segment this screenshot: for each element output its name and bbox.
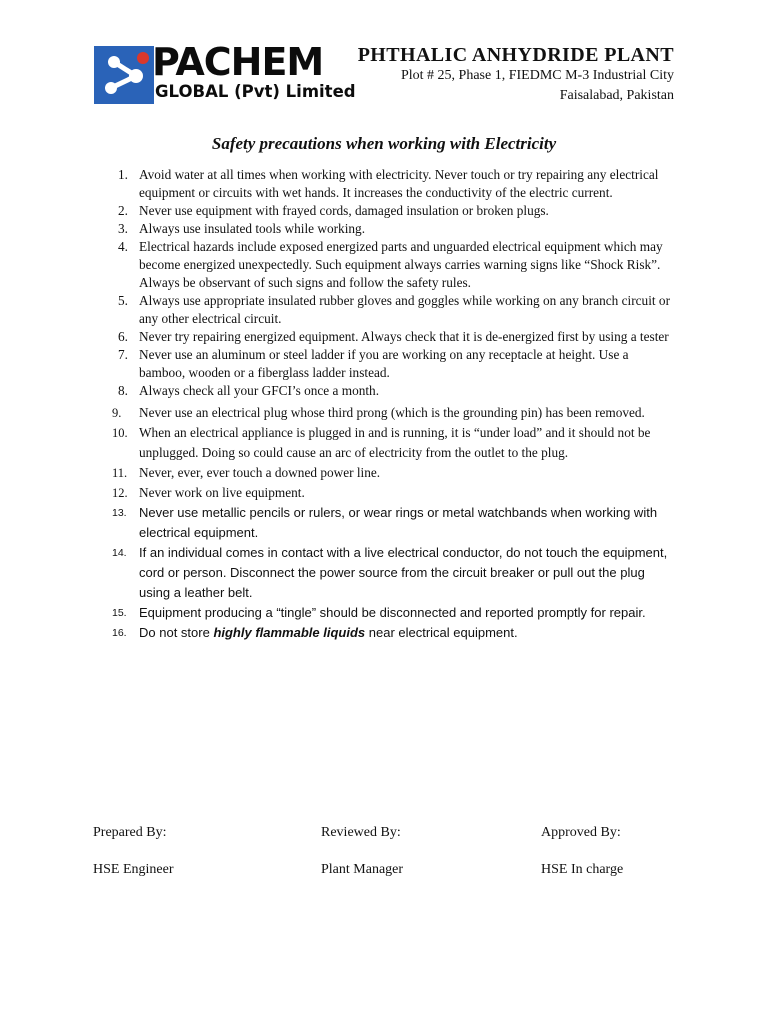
item-text-before: Do not store bbox=[139, 625, 214, 640]
item-text-emphasis: highly flammable liquids bbox=[213, 625, 366, 640]
item-number: 15. bbox=[112, 607, 127, 619]
list-item bbox=[112, 623, 677, 643]
reviewed-by-value: Plant Manager bbox=[321, 862, 404, 877]
list-item bbox=[112, 166, 677, 202]
list-item bbox=[112, 220, 677, 238]
item-text: Avoid water at all times when working with electricity. Never touch or try repairing any electrical equipment or circuits with wet hands. It increases the conductivity of the electric current. bbox=[139, 167, 659, 200]
item-text bbox=[139, 623, 677, 643]
list-item bbox=[112, 202, 677, 220]
item-text: Never use an electrical plug whose third prong (which is the grounding pin) has been removed. bbox=[139, 405, 645, 420]
list-item bbox=[112, 292, 677, 328]
item-number: 5. bbox=[118, 293, 128, 308]
approved-by-label: Approved By: bbox=[541, 825, 621, 840]
item-text: Never use equipment with frayed cords, damaged insulation or broken plugs. bbox=[139, 203, 549, 218]
item-number: 12. bbox=[112, 486, 128, 500]
list-item bbox=[112, 328, 677, 346]
item-number: 1. bbox=[118, 167, 128, 182]
item-number: 16. bbox=[112, 627, 127, 639]
logo-company-name: PACHEM bbox=[152, 40, 324, 84]
address-line-1: Plot # 25, Phase 1, FIEDMC M-3 Industrial City bbox=[400, 68, 674, 83]
list-item bbox=[112, 382, 677, 400]
prepared-by-label: Prepared By: bbox=[93, 825, 167, 840]
company-logo bbox=[94, 40, 356, 106]
list-item bbox=[112, 543, 677, 603]
item-text: Electrical hazards include exposed energized parts and unguarded electrical equipment which may become energized unexpectedly. Such equipment always carries warning signs like “Shock Risk”. Always be observant of such signs and follow the safety rules. bbox=[139, 239, 663, 290]
item-text: Never use metallic pencils or rulers, or wear rings or metal watchbands when working with electrical equipment. bbox=[139, 505, 658, 540]
plant-title: PHTHALIC ANHYDRIDE PLANT bbox=[357, 44, 674, 66]
item-text: Always use insulated tools while working. bbox=[139, 221, 366, 236]
item-text: Never, ever, ever touch a downed power line. bbox=[139, 465, 381, 480]
item-number: 3. bbox=[118, 221, 128, 236]
address-line-2: Faisalabad, Pakistan bbox=[559, 88, 674, 103]
item-number: 13. bbox=[112, 507, 127, 519]
item-text: Never try repairing energized equipment. Always check that it is de-energized first by using a tester bbox=[139, 329, 669, 344]
item-text: Always check all your GFCI’s once a month. bbox=[139, 383, 380, 398]
company-logo-icon bbox=[94, 46, 154, 104]
approved-by-value: HSE In charge bbox=[541, 862, 624, 877]
list-item bbox=[112, 463, 677, 483]
list-item bbox=[112, 483, 677, 503]
list-item bbox=[112, 603, 677, 623]
item-number: 10. bbox=[112, 426, 128, 440]
item-text: Never work on live equipment. bbox=[139, 485, 305, 500]
item-number: 8. bbox=[118, 383, 128, 398]
item-text: Always use appropriate insulated rubber gloves and goggles while working on any branch circuit or any other electrical circuit. bbox=[139, 293, 670, 326]
item-number: 14. bbox=[112, 547, 127, 559]
item-text: Never use an aluminum or steel ladder if you are working on any receptacle at height. Use a bamboo, wooden or a fiberglass ladder instead. bbox=[139, 347, 629, 380]
item-number: 6. bbox=[118, 329, 128, 344]
list-item bbox=[112, 423, 677, 463]
reviewed-by-label: Reviewed By: bbox=[321, 825, 401, 840]
prepared-by-value: HSE Engineer bbox=[93, 862, 174, 877]
list-item bbox=[112, 403, 677, 423]
item-number: 11. bbox=[112, 466, 128, 480]
item-text: If an individual comes in contact with a live electrical conductor, do not touch the equipment, cord or person. Disconnect the power source from the circuit breaker or pull out the plug using a leather belt. bbox=[139, 545, 668, 600]
logo-company-subtitle: GLOBAL (Pvt) Limited bbox=[155, 82, 356, 101]
precautions-list bbox=[112, 166, 677, 643]
item-number: 7. bbox=[118, 347, 128, 362]
list-item bbox=[112, 238, 677, 292]
item-text: Equipment producing a “tingle” should be disconnected and reported promptly for repair. bbox=[139, 605, 646, 620]
list-item bbox=[112, 346, 677, 382]
item-number: 4. bbox=[118, 239, 128, 254]
item-text: When an electrical appliance is plugged in and is running, it is “under load” and it should not be unplugged. Doing so could cause an arc of electricity from the outlet to the plug. bbox=[139, 425, 651, 460]
item-text-after: near electrical equipment. bbox=[365, 625, 518, 640]
item-number: 2. bbox=[118, 203, 128, 218]
list-item bbox=[112, 503, 677, 543]
document-title: Safety precautions when working with Electricity bbox=[211, 134, 557, 153]
item-number: 9. bbox=[112, 406, 122, 420]
